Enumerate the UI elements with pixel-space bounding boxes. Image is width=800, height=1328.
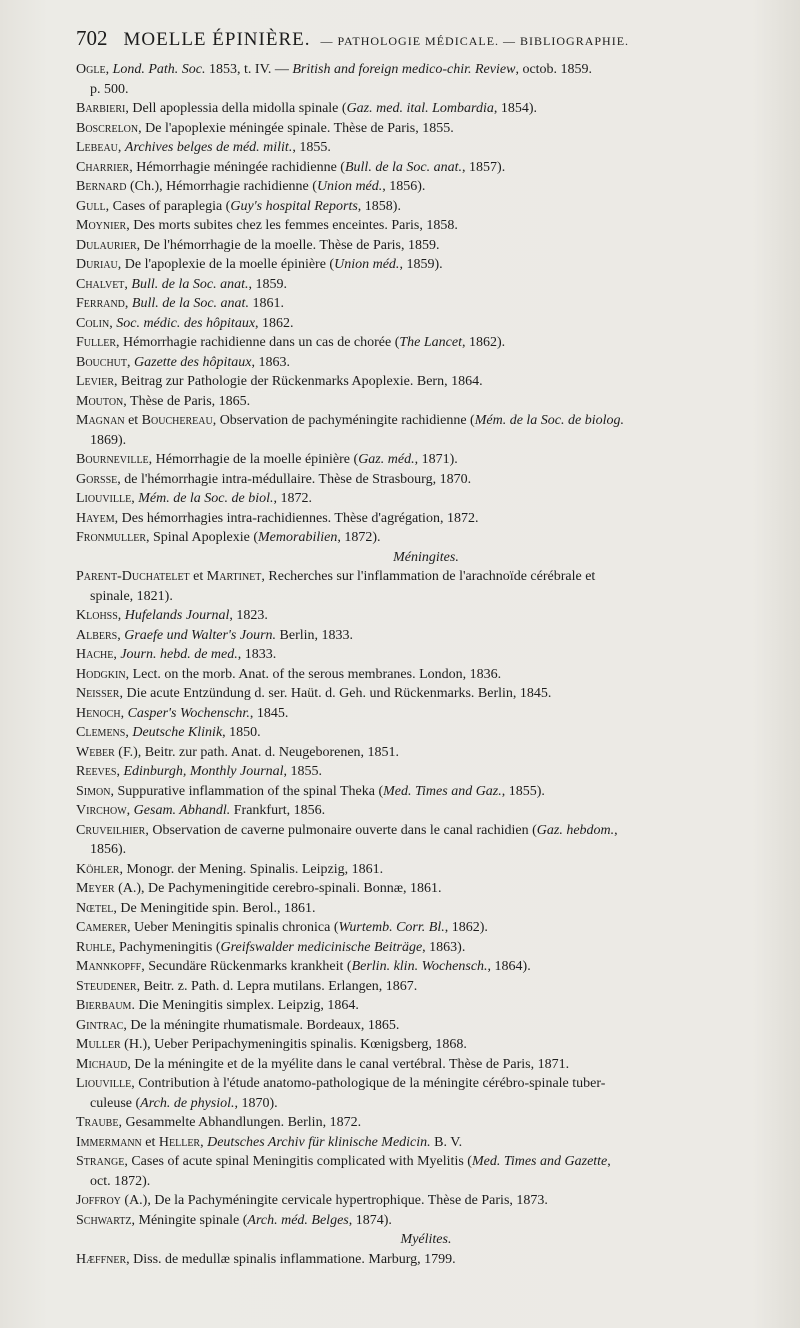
bibliography-entry xyxy=(76,528,776,548)
entry-continuation xyxy=(76,1172,776,1192)
entry-author: Joffroy xyxy=(76,1193,121,1208)
entry-text: , Ueber Meningitis spinalis chronica ( xyxy=(127,920,339,935)
entry-author: Colin xyxy=(76,315,110,331)
entry-journal: Soc. médic. des hôpitaux xyxy=(116,315,256,331)
bibliography-entry xyxy=(76,255,776,275)
entry-author: Hayem xyxy=(76,510,115,526)
entry-author: Levier xyxy=(76,374,114,389)
entry-coauthor: Martinet xyxy=(206,569,262,584)
entry-text: , 1854). xyxy=(493,101,538,116)
entry-text: , 1874). xyxy=(348,1212,392,1228)
bibliography-entry xyxy=(76,509,776,529)
entry-text: (H.), Ueber Peripachymeningitis spinalis. Kœnigsberg, 1868. xyxy=(120,1037,467,1052)
entry-text: , Diss. de medullæ spinalis inflammatione. Marburg, 1799. xyxy=(126,1251,456,1267)
entry-text: p. 500. xyxy=(90,81,129,97)
entry-coauthor: Heller xyxy=(158,1134,201,1150)
entry-author: Dulaurier xyxy=(76,237,137,253)
entry-author: Reeves xyxy=(76,764,117,779)
entry-text: , 1850. xyxy=(222,725,261,740)
entry-author: Ruhle xyxy=(76,939,112,955)
entry-text: , De l'hémorrhagie de la moelle. Thèse de Paris, 1859. xyxy=(136,237,440,253)
entry-text: , 1871). xyxy=(414,452,458,467)
entry-text: 1861. xyxy=(248,296,284,311)
bibliography-entry xyxy=(76,704,776,724)
bibliography-entry xyxy=(76,723,776,743)
entry-text: , Des morts subites chez les femmes enceintes. Paris, 1858. xyxy=(126,218,458,233)
bibliography-entry xyxy=(76,1074,776,1094)
entry-journal: Berlin. klin. Wochensch. xyxy=(351,959,488,974)
entry-journal: Gesam. Abhandl. xyxy=(133,803,231,818)
entry-text: , Hémorrhagie rachidienne dans un cas de chorée ( xyxy=(116,335,400,350)
entry-journal: Mém. de la Soc. de biol. xyxy=(138,491,274,506)
entry-text: , Dell apoplessia della midolla spinale ( xyxy=(125,101,347,116)
entry-author: Henoch xyxy=(76,705,121,721)
entry-author: Köhler xyxy=(76,861,120,877)
entry-text: , Pachymeningitis ( xyxy=(112,939,221,955)
entry-text: et xyxy=(124,413,142,428)
entry-text: , 1862). xyxy=(462,335,506,350)
bibliography-entry xyxy=(76,372,776,392)
entry-author: Hache xyxy=(76,647,114,662)
entry-author: Cruveilhier xyxy=(76,822,146,838)
bibliography-entry xyxy=(76,275,776,295)
entry-author: Simon xyxy=(76,783,111,799)
entry-author: Liouville xyxy=(76,1076,132,1091)
entry-journal: Arch. de physiol. xyxy=(140,1095,235,1111)
entry-author: Klohss xyxy=(76,608,118,623)
entry-journal: Union méd. xyxy=(334,257,400,272)
entry-author: Hæffner xyxy=(76,1251,127,1267)
bibliography-entry xyxy=(76,743,776,763)
entry-journal: Bull. de la Soc. anat. xyxy=(344,159,463,175)
entry-text: , Observation de caverne pulmonaire ouverte dans le canal rachidien ( xyxy=(145,822,537,838)
entry-author: Gintrac xyxy=(76,1017,124,1033)
bibliography-entry xyxy=(76,1133,776,1153)
entry-author: Charrier xyxy=(76,159,130,175)
bibliography-entry xyxy=(76,333,776,353)
entry-author: Fronmuller xyxy=(76,530,147,545)
bibliography-entry xyxy=(76,314,776,334)
bibliography-entry xyxy=(76,197,776,217)
bibliography-entry xyxy=(76,119,776,139)
entry-text: , xyxy=(124,296,132,311)
entry-text: , 1856). xyxy=(382,179,426,194)
entry-author: Magnan xyxy=(76,413,125,428)
entry-text: , Gesammelte Abhandlungen. Berlin, 1872. xyxy=(118,1115,362,1130)
entry-author: Ferrand xyxy=(76,296,125,311)
entry-text: , Beitr. z. Path. d. Lepra mutilans. Erlangen, 1867. xyxy=(136,978,418,994)
entry-text: , xyxy=(117,608,125,623)
entry-text: , 1859. xyxy=(248,276,287,292)
page-header xyxy=(76,26,776,54)
entry-text: , 1863. xyxy=(251,354,290,370)
entry-continuation xyxy=(76,431,776,451)
bibliography-entry xyxy=(76,879,776,899)
entry-author: Liouville xyxy=(76,491,132,506)
bibliography-entry xyxy=(76,450,776,470)
entry-text: , 1845. xyxy=(249,705,289,721)
entry-text: , Beitrag zur Pathologie der Rückenmarks Apoplexie. Bern, 1864. xyxy=(114,374,483,389)
entry-text: , Secundäre Rückenmarks krankheit ( xyxy=(141,959,352,974)
entry-continuation xyxy=(76,80,776,100)
entry-coauthor: Bouchereau xyxy=(141,413,213,428)
entry-text: , 1870). xyxy=(234,1095,278,1111)
entry-text: , 1859). xyxy=(399,257,443,272)
entry-text: , 1855. xyxy=(283,764,323,779)
bibliography-entry xyxy=(76,158,776,178)
entry-journal: Med. Times and Gazette xyxy=(471,1154,608,1169)
entry-journal: Casper's Wochenschr. xyxy=(127,705,250,721)
entry-journal: Edinburgh, Monthly Journal xyxy=(123,764,284,779)
section-heading xyxy=(76,1230,776,1250)
entry-text: , Observation de pachyméningite rachidienne ( xyxy=(212,413,475,428)
entry-text: , De l'apoplexie de la moelle épinière ( xyxy=(117,257,335,272)
entry-journal: The Lancet xyxy=(399,335,462,350)
entry-journal: Gaz. méd. xyxy=(358,452,415,467)
entry-journal: Méningites. xyxy=(393,549,459,565)
bibliography-entry xyxy=(76,899,776,919)
bibliography-entry xyxy=(76,665,776,685)
entry-author: Michaud xyxy=(76,1056,128,1072)
entry-text: 1869). xyxy=(90,432,127,448)
bibliography-entry xyxy=(76,1035,776,1055)
entry-text: (A.), De la Pachyméningite cervicale hypertrophique. Thèse de Paris, 1873. xyxy=(120,1193,548,1208)
entry-author: Gorsse xyxy=(76,471,118,487)
entry-author: Neisser xyxy=(76,686,120,701)
entry-author: Barbieri xyxy=(76,101,126,116)
entry-text: Berlin, 1833. xyxy=(276,627,354,643)
entry-journal: Hufelands Journal xyxy=(124,608,230,623)
entry-text: , xyxy=(117,627,125,643)
entry-journal: Memorabilien xyxy=(258,530,338,545)
entry-text: , 1872. xyxy=(273,491,312,506)
bibliography-entry xyxy=(76,99,776,119)
entry-text: , xyxy=(131,491,139,506)
entry-author: Chalvet xyxy=(76,276,125,292)
entry-author: Duriau xyxy=(76,257,118,272)
entry-text: , De l'apoplexie méningée spinale. Thèse de Paris, 1855. xyxy=(138,120,454,136)
entry-text: , 1855. xyxy=(292,140,331,155)
entry-text: 1853, t. IV. — xyxy=(205,62,293,77)
entry-text: , De la méningite et de la myélite dans le canal vertébral. Thèse de Paris, 1871. xyxy=(127,1056,570,1072)
entry-journal: Guy's hospital Reports xyxy=(230,198,358,214)
entry-text: , Des hémorrhagies intra-rachidiennes. Thèse d'agrégation, 1872. xyxy=(114,510,479,526)
entry-journal: Mém. de la Soc. de biolog. xyxy=(474,413,624,428)
entry-text: , 1857). xyxy=(462,159,506,175)
entry-text: , xyxy=(200,1134,208,1150)
entry-author: Clemens xyxy=(76,725,126,740)
entry-text: (F.), Beitr. zur path. Anat. d. Neugeborenen, 1851. xyxy=(114,744,400,760)
entry-text: , Méningite spinale ( xyxy=(131,1212,248,1228)
bibliography-entry xyxy=(76,1211,776,1231)
entry-journal: Arch. méd. Belges xyxy=(247,1212,349,1228)
entry-continuation xyxy=(76,587,776,607)
bibliography-entry xyxy=(76,918,776,938)
entry-author: Strange xyxy=(76,1154,125,1169)
entry-text: , xyxy=(105,62,113,77)
entry-author: Mannkopff xyxy=(76,959,142,974)
entry-journal: Myélites. xyxy=(400,1232,452,1247)
entry-text: , Recherches sur l'inflammation de l'arachnoïde cérébrale et xyxy=(261,569,596,584)
entry-journal: Gaz. hebdom. xyxy=(536,822,615,838)
entry-author: Muller xyxy=(76,1037,121,1052)
bibliography-entry xyxy=(76,996,776,1016)
bibliography-entry xyxy=(76,860,776,880)
bibliography-entry xyxy=(76,177,776,197)
entry-author: Nœtel xyxy=(76,900,114,916)
entry-author: Hodgkin xyxy=(76,666,126,682)
entry-text: , de l'hémorrhagie intra-médullaire. Thèse de Strasbourg, 1870. xyxy=(117,471,472,487)
entry-text: , octob. 1859. xyxy=(515,62,593,77)
entry-text: , xyxy=(607,1154,611,1169)
bibliography-entry xyxy=(76,1191,776,1211)
entry-journal: Bull. de la Soc. anat. xyxy=(131,296,249,311)
bibliography-entry xyxy=(76,626,776,646)
entry-journal: Deutsche Klinik xyxy=(132,725,223,740)
bibliography-entry xyxy=(76,606,776,626)
entry-text: . Die Meningitis simplex. Leipzig, 1864. xyxy=(131,998,359,1013)
entry-text: B. V. xyxy=(430,1134,463,1150)
entry-journal: Lond. Path. Soc. xyxy=(112,62,206,77)
section-heading xyxy=(76,548,776,568)
bibliography-entry xyxy=(76,762,776,782)
entry-author: Bernard xyxy=(76,179,127,194)
entry-text: , 1862). xyxy=(444,920,488,935)
entry-text: , Suppurative inflammation of the spinal Theka ( xyxy=(110,783,384,799)
entry-text: , xyxy=(614,822,618,838)
entry-text: , 1823. xyxy=(229,608,268,623)
entry-text: , Hémorrhagie méningée rachidienne ( xyxy=(129,159,345,175)
entry-text: , xyxy=(126,803,134,818)
entry-author: Moynier xyxy=(76,218,127,233)
bibliography-entry xyxy=(76,411,776,431)
entry-journal: Med. Times and Gaz. xyxy=(383,783,502,799)
bibliography-list xyxy=(76,60,776,1269)
entry-text: , Hémorrhagie de la moelle épinière ( xyxy=(148,452,359,467)
entry-text: , Contribution à l'étude anatomo-pathologique de la méningite cérébro-spinale tuber- xyxy=(131,1076,606,1091)
running-subtitle: — PATHOLOGIE MÉDICALE. — BIBLIOGRAPHIE. xyxy=(320,34,630,48)
entry-text: (Ch.), Hémorrhagie rachidienne ( xyxy=(126,179,317,194)
bibliography-entry xyxy=(76,294,776,314)
entry-author: Weber xyxy=(76,744,115,760)
bibliography-entry xyxy=(76,236,776,256)
entry-author: Ogle xyxy=(76,62,106,77)
bibliography-entry xyxy=(76,1016,776,1036)
bibliography-entry xyxy=(76,1250,776,1270)
bibliography-entry xyxy=(76,782,776,802)
bibliography-entry xyxy=(76,684,776,704)
entry-author: Gull xyxy=(76,198,106,214)
entry-text: , xyxy=(109,315,117,331)
entry-text: , xyxy=(120,705,128,721)
entry-author: Bourneville xyxy=(76,452,149,467)
running-title: MOELLE ÉPINIÈRE. xyxy=(123,29,311,50)
bibliography-entry xyxy=(76,957,776,977)
entry-text: , xyxy=(117,140,125,155)
entry-text: et xyxy=(141,1134,159,1150)
entry-text: , 1833. xyxy=(237,647,277,662)
entry-author: Traube xyxy=(76,1115,119,1130)
entry-text: spinale, 1821). xyxy=(90,588,173,604)
bibliography-entry xyxy=(76,1152,776,1172)
entry-text: , 1872). xyxy=(337,530,381,545)
entry-journal: Greifswalder medicinische Beiträge xyxy=(220,939,423,955)
entry-text: , xyxy=(125,725,133,740)
entry-continuation xyxy=(76,840,776,860)
entry-text: , Thèse de Paris, 1865. xyxy=(123,393,251,409)
entry-journal: Archives belges de méd. milit. xyxy=(124,140,293,155)
entry-text: (A.), De Pachymeningitide cerebro-spinali. Bonnæ, 1861. xyxy=(114,881,442,896)
entry-text: , 1855). xyxy=(501,783,545,799)
bibliography-entry xyxy=(76,1055,776,1075)
entry-text: , De la méningite rhumatismale. Bordeaux, 1865. xyxy=(123,1017,400,1033)
entry-text: , Cases of acute spinal Meningitis complicated with Myelitis ( xyxy=(124,1154,472,1169)
entry-journal: Wurtemb. Corr. Bl. xyxy=(338,920,445,935)
entry-author: Mouton xyxy=(76,393,124,409)
bibliography-entry xyxy=(76,216,776,236)
entry-author: Camerer xyxy=(76,920,128,935)
entry-text: Frankfurt, 1856. xyxy=(230,803,326,818)
entry-author: Bouchut xyxy=(76,354,128,370)
entry-author: Steudener xyxy=(76,978,137,994)
entry-text: , xyxy=(113,647,121,662)
entry-text: , 1858). xyxy=(357,198,401,214)
entry-author: Albers xyxy=(76,627,118,643)
entry-author: Bierbaum xyxy=(76,998,132,1013)
entry-journal: Bull. de la Soc. anat. xyxy=(131,276,249,292)
bibliography-entry xyxy=(76,1113,776,1133)
entry-text: , Die acute Entzündung d. ser. Haüt. d. Geh. und Rückenmarks. Berlin, 1845. xyxy=(119,686,552,701)
entry-journal: Deutsches Archiv für klinische Medicin. xyxy=(207,1134,431,1150)
entry-author: Lebeau xyxy=(76,140,118,155)
entry-text: , De Meningitide spin. Berol., 1861. xyxy=(113,900,316,916)
bibliography-entry xyxy=(76,567,776,587)
entry-journal: Gaz. med. ital. Lombardia xyxy=(346,101,494,116)
bibliography-entry xyxy=(76,489,776,509)
entry-text: , xyxy=(127,354,135,370)
entry-journal: Journ. hebd. de med. xyxy=(120,647,238,662)
bibliography-entry xyxy=(76,938,776,958)
entry-author: Meyer xyxy=(76,881,115,896)
bibliography-entry xyxy=(76,138,776,158)
entry-text: culeuse ( xyxy=(90,1095,141,1111)
entry-text: , xyxy=(116,764,124,779)
entry-text: , Cases of paraplegia ( xyxy=(105,198,231,214)
entry-continuation xyxy=(76,1094,776,1114)
bibliography-entry xyxy=(76,821,776,841)
bibliography-entry xyxy=(76,645,776,665)
entry-text: oct. 1872). xyxy=(90,1173,151,1189)
page-number: 702 xyxy=(76,26,108,50)
entry-author: Fuller xyxy=(76,335,117,350)
entry-journal: Gazette des hôpitaux xyxy=(134,354,252,370)
bibliography-entry xyxy=(76,470,776,490)
entry-text: , 1862. xyxy=(255,315,294,331)
entry-journal: British and foreign medico-chir. Review xyxy=(292,62,516,77)
entry-text: , Spinal Apoplexie ( xyxy=(146,530,259,545)
bibliography-entry xyxy=(76,977,776,997)
bibliography-entry xyxy=(76,801,776,821)
entry-journal: Union méd. xyxy=(316,179,383,194)
bibliography-entry xyxy=(76,392,776,412)
entry-text: , 1864). xyxy=(487,959,531,974)
entry-text: , Monogr. der Mening. Spinalis. Leipzig, 1861. xyxy=(119,861,384,877)
entry-author: Immermann xyxy=(76,1134,142,1150)
entry-text: 1856). xyxy=(90,842,127,857)
bibliography-entry xyxy=(76,60,776,80)
entry-author: Boscrelon xyxy=(76,120,139,136)
bibliography-entry xyxy=(76,353,776,373)
entry-author: Schwartz xyxy=(76,1212,132,1228)
entry-text: , Lect. on the morb. Anat. of the serous membranes. London, 1836. xyxy=(125,666,502,682)
entry-text: et xyxy=(189,569,207,584)
entry-text: , 1863). xyxy=(422,939,466,955)
entry-author: Parent-Duchatelet xyxy=(76,569,190,584)
entry-author: Virchow xyxy=(76,803,127,818)
entry-journal: Graefe und Walter's Journ. xyxy=(124,627,277,643)
entry-text: , xyxy=(124,276,132,292)
